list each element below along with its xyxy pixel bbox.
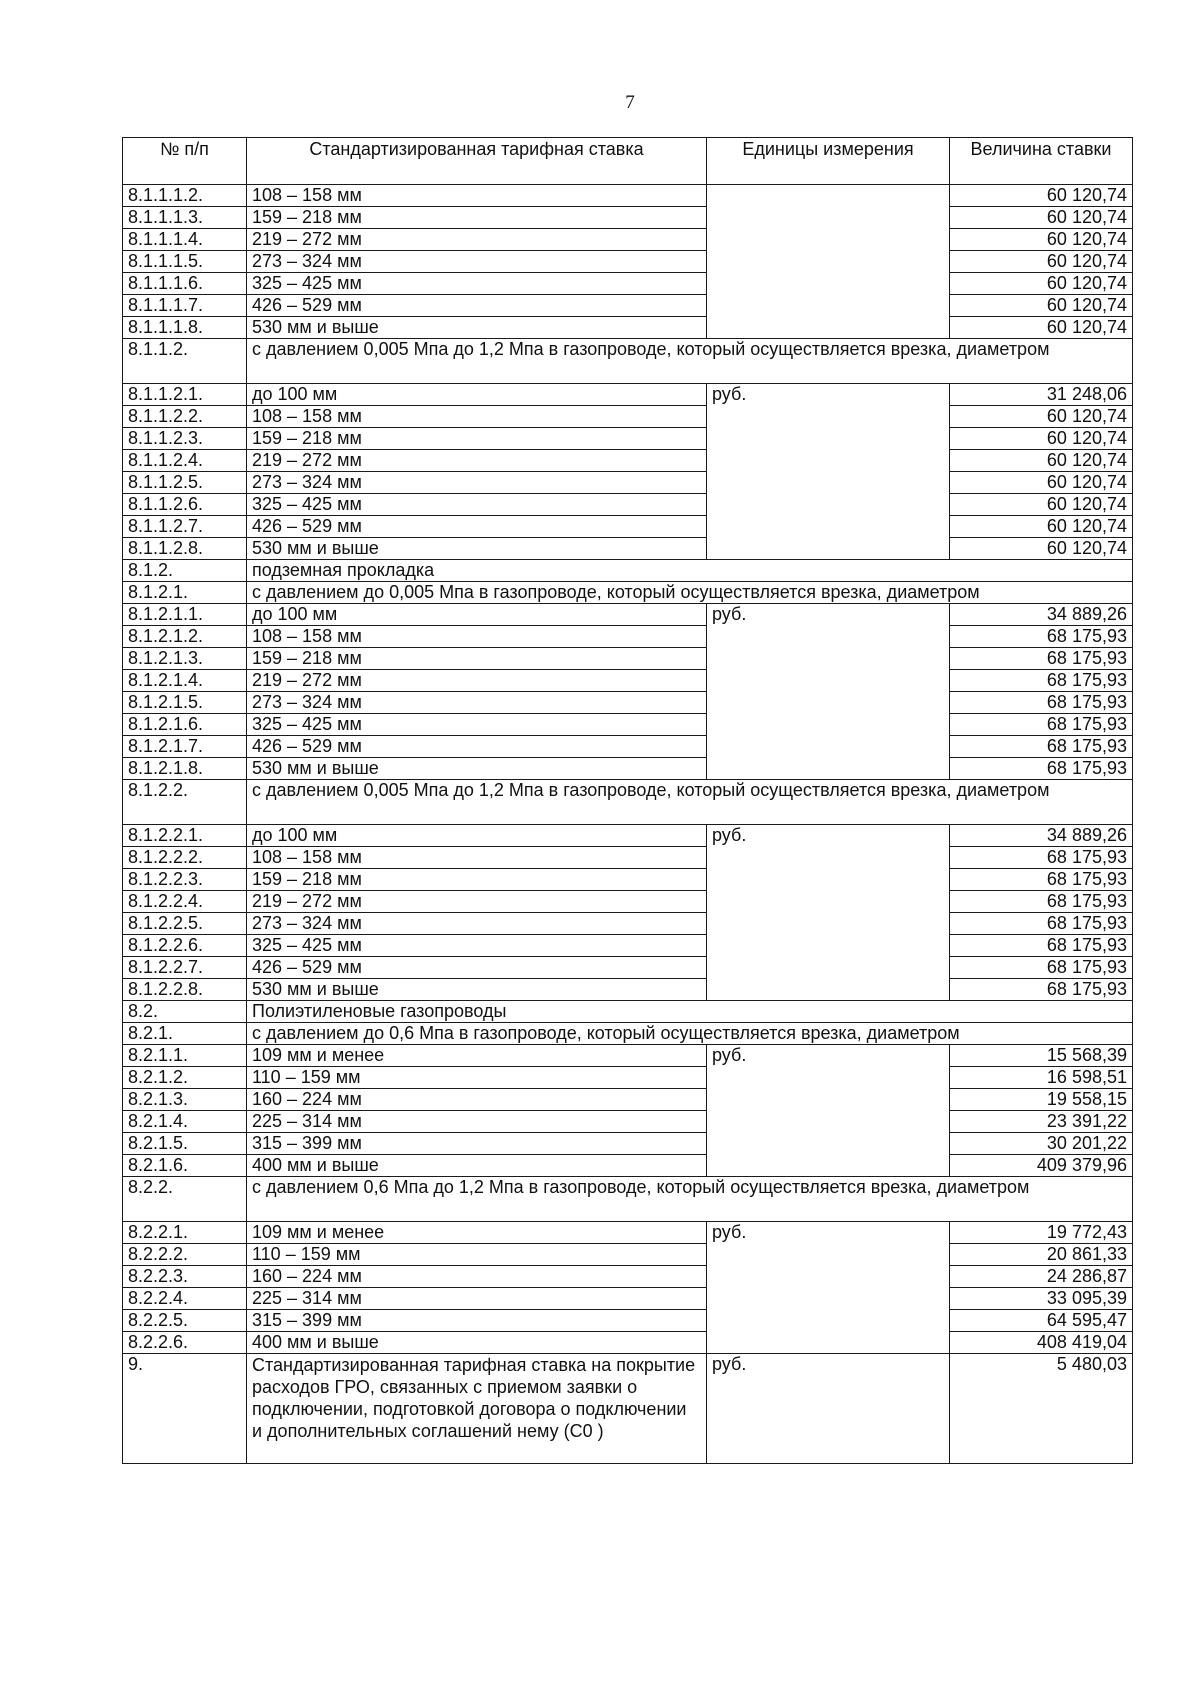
rate-value: 34 889,26 xyxy=(950,604,1133,626)
rate-name: 325 – 425 мм xyxy=(247,273,707,295)
rate-value: 68 175,93 xyxy=(950,648,1133,670)
table-row xyxy=(123,935,1133,957)
section-heading: подземная прокладка xyxy=(247,560,1133,582)
row-number: 8.1.2.2.2. xyxy=(123,847,247,869)
table-row xyxy=(123,1111,1133,1133)
rate-name: 109 мм и менее xyxy=(247,1045,707,1067)
row-number: 8.1.1.2.6. xyxy=(123,494,247,516)
table-row xyxy=(123,494,1133,516)
rate-name: 108 – 158 мм xyxy=(247,406,707,428)
row-number: 8.1.2.2.8. xyxy=(123,979,247,1001)
rate-value: 16 598,51 xyxy=(950,1067,1133,1089)
table-row xyxy=(123,251,1133,273)
rate-value: 68 175,93 xyxy=(950,670,1133,692)
row-number: 8.1.2.1.2. xyxy=(123,626,247,648)
rate-value: 60 120,74 xyxy=(950,406,1133,428)
row-number: 8.2.2. xyxy=(123,1177,247,1222)
row-number: 8.2.1. xyxy=(123,1023,247,1045)
rate-name: 530 мм и выше xyxy=(247,979,707,1001)
row-number: 8.1.1.1.2. xyxy=(123,185,247,207)
table-row xyxy=(123,384,1133,406)
rate-name: 400 мм и выше xyxy=(247,1155,707,1177)
rate-value: 409 379,96 xyxy=(950,1155,1133,1177)
rate-name: 219 – 272 мм xyxy=(247,229,707,251)
rate-value: 31 248,06 xyxy=(950,384,1133,406)
rate-name: 160 – 224 мм xyxy=(247,1089,707,1111)
rate-value: 60 120,74 xyxy=(950,295,1133,317)
row-number: 8.2.2.4. xyxy=(123,1288,247,1310)
rate-value: 68 175,93 xyxy=(950,758,1133,780)
row-number: 8.2.2.2. xyxy=(123,1244,247,1266)
unit-cell xyxy=(707,185,950,339)
rate-value: 60 120,74 xyxy=(950,185,1133,207)
section-heading: Полиэтиленовые газопроводы xyxy=(247,1001,1133,1023)
rate-name: 426 – 529 мм xyxy=(247,516,707,538)
row-number: 8.2.2.5. xyxy=(123,1310,247,1332)
table-row xyxy=(123,538,1133,560)
table-row xyxy=(123,913,1133,935)
rate-name: 426 – 529 мм xyxy=(247,957,707,979)
rate-name: до 100 мм xyxy=(247,604,707,626)
rate-value: 68 175,93 xyxy=(950,626,1133,648)
row-number: 9. xyxy=(123,1354,247,1464)
row-number: 8.1.1.2.5. xyxy=(123,472,247,494)
table-row xyxy=(123,1023,1133,1045)
rate-value: 68 175,93 xyxy=(950,979,1133,1001)
rate-name: 219 – 272 мм xyxy=(247,670,707,692)
table-row xyxy=(123,957,1133,979)
rate-name: 530 мм и выше xyxy=(247,758,707,780)
tariff-table xyxy=(122,137,1133,1464)
row-number: 8.2. xyxy=(123,1001,247,1023)
table-row xyxy=(123,560,1133,582)
rate-value: 60 120,74 xyxy=(950,538,1133,560)
row-number: 8.2.1.3. xyxy=(123,1089,247,1111)
table-row xyxy=(123,1332,1133,1354)
table-row xyxy=(123,780,1133,825)
row-number: 8.1.1.1.4. xyxy=(123,229,247,251)
table-row xyxy=(123,1133,1133,1155)
table-row xyxy=(123,1354,1133,1464)
rate-name: 219 – 272 мм xyxy=(247,891,707,913)
unit-cell: руб. xyxy=(707,384,950,560)
rate-value: 68 175,93 xyxy=(950,692,1133,714)
rate-name: 315 – 399 мм xyxy=(247,1133,707,1155)
row-number: 8.1.2.1.6. xyxy=(123,714,247,736)
rate-value: 60 120,74 xyxy=(950,317,1133,339)
table-row xyxy=(123,1155,1133,1177)
table-row xyxy=(123,847,1133,869)
unit-cell: руб. xyxy=(707,825,950,1001)
rate-value: 30 201,22 xyxy=(950,1133,1133,1155)
table-row xyxy=(123,670,1133,692)
rate-value: 19 558,15 xyxy=(950,1089,1133,1111)
row-number: 8.2.2.3. xyxy=(123,1266,247,1288)
unit-cell: руб. xyxy=(707,1222,950,1354)
rate-value: 24 286,87 xyxy=(950,1266,1133,1288)
rate-name: 325 – 425 мм xyxy=(247,935,707,957)
rate-name: 325 – 425 мм xyxy=(247,494,707,516)
table-row xyxy=(123,1089,1133,1111)
row-number: 8.1.2.2.4. xyxy=(123,891,247,913)
table-row xyxy=(123,428,1133,450)
table-row xyxy=(123,758,1133,780)
rate-value: 68 175,93 xyxy=(950,891,1133,913)
row-number: 8.1.2.1.8. xyxy=(123,758,247,780)
row-number: 8.1.1.2. xyxy=(123,339,247,384)
rate-value: 20 861,33 xyxy=(950,1244,1133,1266)
table-row xyxy=(123,825,1133,847)
section-heading: с давлением 0,005 Мпа до 1,2 Мпа в газопроводе, который осуществляется врезка, диаметром xyxy=(247,780,1133,825)
rate-name: 160 – 224 мм xyxy=(247,1266,707,1288)
rate-value: 60 120,74 xyxy=(950,273,1133,295)
row-number: 8.2.2.1. xyxy=(123,1222,247,1244)
section-heading: с давлением до 0,005 Мпа в газопроводе, который осуществляется врезка, диаметром xyxy=(247,582,1133,604)
rate-value: 68 175,93 xyxy=(950,869,1133,891)
table-row xyxy=(123,692,1133,714)
rate-value: 68 175,93 xyxy=(950,935,1133,957)
table-row xyxy=(123,185,1133,207)
rate-name: до 100 мм xyxy=(247,384,707,406)
rate-value: 60 120,74 xyxy=(950,450,1133,472)
rate-name: 315 – 399 мм xyxy=(247,1310,707,1332)
row-number: 8.2.1.5. xyxy=(123,1133,247,1155)
rate-value: 68 175,93 xyxy=(950,847,1133,869)
rate-name: 110 – 159 мм xyxy=(247,1244,707,1266)
rate-value: 34 889,26 xyxy=(950,825,1133,847)
rate-name: до 100 мм xyxy=(247,825,707,847)
row-number: 8.1.1.2.3. xyxy=(123,428,247,450)
table-row xyxy=(123,1177,1133,1222)
table-row xyxy=(123,736,1133,758)
rate-value: 408 419,04 xyxy=(950,1332,1133,1354)
rate-value: 60 120,74 xyxy=(950,494,1133,516)
table-row xyxy=(123,1045,1133,1067)
rate-value: 15 568,39 xyxy=(950,1045,1133,1067)
table-row xyxy=(123,626,1133,648)
rate-name: 426 – 529 мм xyxy=(247,736,707,758)
header-value: Величина ставки xyxy=(950,138,1133,185)
rate-value: 60 120,74 xyxy=(950,229,1133,251)
row-number: 8.1.2.2.7. xyxy=(123,957,247,979)
table-row xyxy=(123,450,1133,472)
unit-cell: руб. xyxy=(707,604,950,780)
rate-value: 60 120,74 xyxy=(950,472,1133,494)
table-row xyxy=(123,516,1133,538)
row-number: 8.1.1.1.3. xyxy=(123,207,247,229)
table-row xyxy=(123,648,1133,670)
rate-name: 159 – 218 мм xyxy=(247,207,707,229)
rate-value: 23 391,22 xyxy=(950,1111,1133,1133)
rate-name: 273 – 324 мм xyxy=(247,251,707,273)
table-row xyxy=(123,406,1133,428)
table-row xyxy=(123,1310,1133,1332)
table-row xyxy=(123,317,1133,339)
rate-name: 159 – 218 мм xyxy=(247,869,707,891)
rate-value: 5 480,03 xyxy=(950,1354,1133,1464)
rate-name: 108 – 158 мм xyxy=(247,626,707,648)
row-number: 8.1.2.1.4. xyxy=(123,670,247,692)
rate-value: 68 175,93 xyxy=(950,736,1133,758)
rate-value: 64 595,47 xyxy=(950,1310,1133,1332)
rate-value: 68 175,93 xyxy=(950,957,1133,979)
row-number: 8.1.2. xyxy=(123,560,247,582)
row-number: 8.1.2.1.5. xyxy=(123,692,247,714)
rate-name: 273 – 324 мм xyxy=(247,692,707,714)
section-heading: с давлением 0,005 Мпа до 1,2 Мпа в газопроводе, который осуществляется врезка, диаметром xyxy=(247,339,1133,384)
rate-name: 530 мм и выше xyxy=(247,317,707,339)
rate-name: 530 мм и выше xyxy=(247,538,707,560)
page-number: 7 xyxy=(625,92,635,113)
rate-name: 159 – 218 мм xyxy=(247,428,707,450)
rate-name: 219 – 272 мм xyxy=(247,450,707,472)
row-number: 8.1.1.2.2. xyxy=(123,406,247,428)
table-row xyxy=(123,295,1133,317)
rate-name: 108 – 158 мм xyxy=(247,185,707,207)
table-row xyxy=(123,1244,1133,1266)
table-row xyxy=(123,1288,1133,1310)
row-number: 8.2.1.4. xyxy=(123,1111,247,1133)
rate-value: 60 120,74 xyxy=(950,251,1133,273)
row-number: 8.1.1.2.1. xyxy=(123,384,247,406)
rate-value: 60 120,74 xyxy=(950,207,1133,229)
rate-value: 60 120,74 xyxy=(950,428,1133,450)
row-number: 8.1.2.1.3. xyxy=(123,648,247,670)
row-number: 8.2.1.6. xyxy=(123,1155,247,1177)
row-number: 8.2.1.1. xyxy=(123,1045,247,1067)
section-heading: с давлением до 0,6 Мпа в газопроводе, который осуществляется врезка, диаметром xyxy=(247,1023,1133,1045)
row-number: 8.1.1.1.7. xyxy=(123,295,247,317)
rate-value: 60 120,74 xyxy=(950,516,1133,538)
rate-name: 225 – 314 мм xyxy=(247,1288,707,1310)
header-rate: Стандартизированная тарифная ставка xyxy=(247,138,707,185)
row-number: 8.1.1.1.8. xyxy=(123,317,247,339)
row-number: 8.1.1.2.4. xyxy=(123,450,247,472)
rate-name: 400 мм и выше xyxy=(247,1332,707,1354)
table-row xyxy=(123,1001,1133,1023)
row-number: 8.1.1.2.8. xyxy=(123,538,247,560)
rate-name: 159 – 218 мм xyxy=(247,648,707,670)
row-number: 8.2.1.2. xyxy=(123,1067,247,1089)
table-row xyxy=(123,582,1133,604)
rate-value: 19 772,43 xyxy=(950,1222,1133,1244)
row-number: 8.1.2.2.5. xyxy=(123,913,247,935)
section-heading: с давлением 0,6 Мпа до 1,2 Мпа в газопроводе, который осуществляется врезка, диаметром xyxy=(247,1177,1133,1222)
row-number: 8.2.2.6. xyxy=(123,1332,247,1354)
rate-name: 225 – 314 мм xyxy=(247,1111,707,1133)
row-number: 8.1.2.1. xyxy=(123,582,247,604)
table-row xyxy=(123,339,1133,384)
unit-cell: руб. xyxy=(707,1354,950,1464)
rate-name: 426 – 529 мм xyxy=(247,295,707,317)
table-header-row xyxy=(123,138,1133,185)
rate-value: 33 095,39 xyxy=(950,1288,1133,1310)
table-row xyxy=(123,273,1133,295)
header-num: № п/п xyxy=(123,138,247,185)
row-number: 8.1.2.2. xyxy=(123,780,247,825)
rate-value: 68 175,93 xyxy=(950,714,1133,736)
rate-name: 108 – 158 мм xyxy=(247,847,707,869)
header-unit: Единицы измерения xyxy=(707,138,950,185)
rate-name: 109 мм и менее xyxy=(247,1222,707,1244)
row-number: 8.1.2.1.1. xyxy=(123,604,247,626)
table-row xyxy=(123,869,1133,891)
rate-name: Стандартизированная тарифная ставка на покрытие расходов ГРО, связанных с приемом заявки о подключении, подготовкой договора о подключении и дополнительных соглашений нему (С0 ) xyxy=(247,1354,707,1464)
table-row xyxy=(123,1222,1133,1244)
table-row xyxy=(123,979,1133,1001)
table-row xyxy=(123,891,1133,913)
row-number: 8.1.2.2.3. xyxy=(123,869,247,891)
row-number: 8.1.1.1.6. xyxy=(123,273,247,295)
table-row xyxy=(123,1067,1133,1089)
table-row xyxy=(123,604,1133,626)
rate-name: 273 – 324 мм xyxy=(247,913,707,935)
unit-cell: руб. xyxy=(707,1045,950,1177)
table-row xyxy=(123,1266,1133,1288)
table-row xyxy=(123,714,1133,736)
row-number: 8.1.1.1.5. xyxy=(123,251,247,273)
row-number: 8.1.2.2.1. xyxy=(123,825,247,847)
table-row xyxy=(123,472,1133,494)
table-row xyxy=(123,207,1133,229)
row-number: 8.1.1.2.7. xyxy=(123,516,247,538)
row-number: 8.1.2.1.7. xyxy=(123,736,247,758)
row-number: 8.1.2.2.6. xyxy=(123,935,247,957)
rate-name: 273 – 324 мм xyxy=(247,472,707,494)
rate-value: 68 175,93 xyxy=(950,913,1133,935)
table-row xyxy=(123,229,1133,251)
rate-name: 110 – 159 мм xyxy=(247,1067,707,1089)
rate-name: 325 – 425 мм xyxy=(247,714,707,736)
